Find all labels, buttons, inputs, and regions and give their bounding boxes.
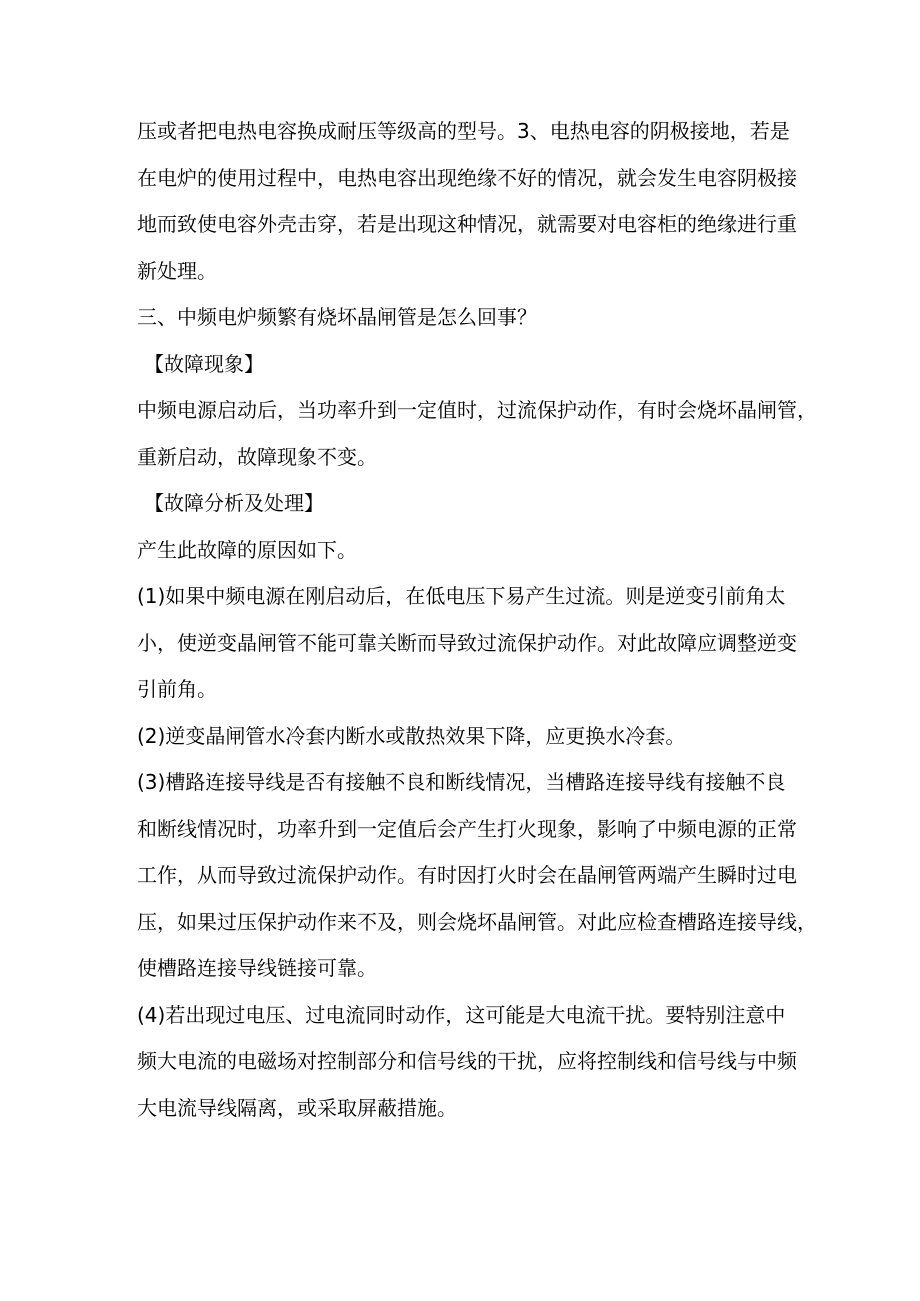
paragraph-line: 新处理。 xyxy=(137,258,217,283)
list-item-1-line: 小，使逆变晶闸管不能可靠关断而导致过流保护动作。对此故障应调整逆变 xyxy=(137,630,797,655)
subheading-fault-analysis: 【故障分析及处理】 xyxy=(144,491,324,515)
list-item-1-line: (1)如果中频电源在刚启动后，在低电压下易产生过流。则是逆变引前角太 xyxy=(137,584,786,608)
list-item-2-line: (2)逆变晶闸管水冷套内断水或散热效果下降，应更换水冷套。 xyxy=(137,723,686,748)
list-item-4-line: 大电流导线隔离，或采取屏蔽措施。 xyxy=(137,1095,457,1120)
list-item-4-line: 频大电流的电磁场对控制部分和信号线的干扰，应将控制线和信号线与中频 xyxy=(137,1049,797,1073)
list-item-4-line: (4)若出现过电压、过电流同时动作，这可能是大电流干扰。要特别注意中 xyxy=(137,1002,786,1027)
section-heading: 三、中频电炉频繁有烧坏晶闸管是怎么回事？ xyxy=(137,305,537,329)
paragraph-line: 产生此故障的原因如下。 xyxy=(137,537,357,562)
list-item-3-line: (3)槽路连接导线是否有接触不良和断线情况，当槽路连接导线有接触不良 xyxy=(137,770,786,794)
paragraph-line: 中频电源启动后，当功率升到一定值时，过流保护动作，有时会烧坏晶闸管， xyxy=(137,398,817,422)
list-item-3-line: 使槽路连接导线链接可靠。 xyxy=(137,956,377,980)
subheading-fault-symptom: 【故障现象】 xyxy=(144,351,264,376)
list-item-1-line: 引前角。 xyxy=(137,677,217,701)
paragraph-line: 在电炉的使用过程中，电热电容出现绝缘不好的情况，就会发生电容阴极接 xyxy=(137,165,797,190)
paragraph-line: 地而致使电容外壳击穿，若是出现这种情况，就需要对电容柜的绝缘进行重 xyxy=(137,212,797,236)
paragraph-line: 压或者把电热电容换成耐压等级高的型号。3、电热电容的阴极接地，若是 xyxy=(137,119,790,143)
document-body xyxy=(137,108,817,1131)
list-item-3-line: 和断线情况时，功率升到一定值后会产生打火现象，影响了中频电源的正常 xyxy=(137,816,797,841)
list-item-3-line: 工作，从而导致过流保护动作。有时因打火时会在晶闸管两端产生瞬时过电 xyxy=(137,863,797,887)
list-item-3-line: 压，如果过压保护动作来不及，则会烧坏晶闸管。对此应检查槽路连接导线， xyxy=(137,909,817,934)
paragraph-line: 重新启动，故障现象不变。 xyxy=(137,444,377,469)
